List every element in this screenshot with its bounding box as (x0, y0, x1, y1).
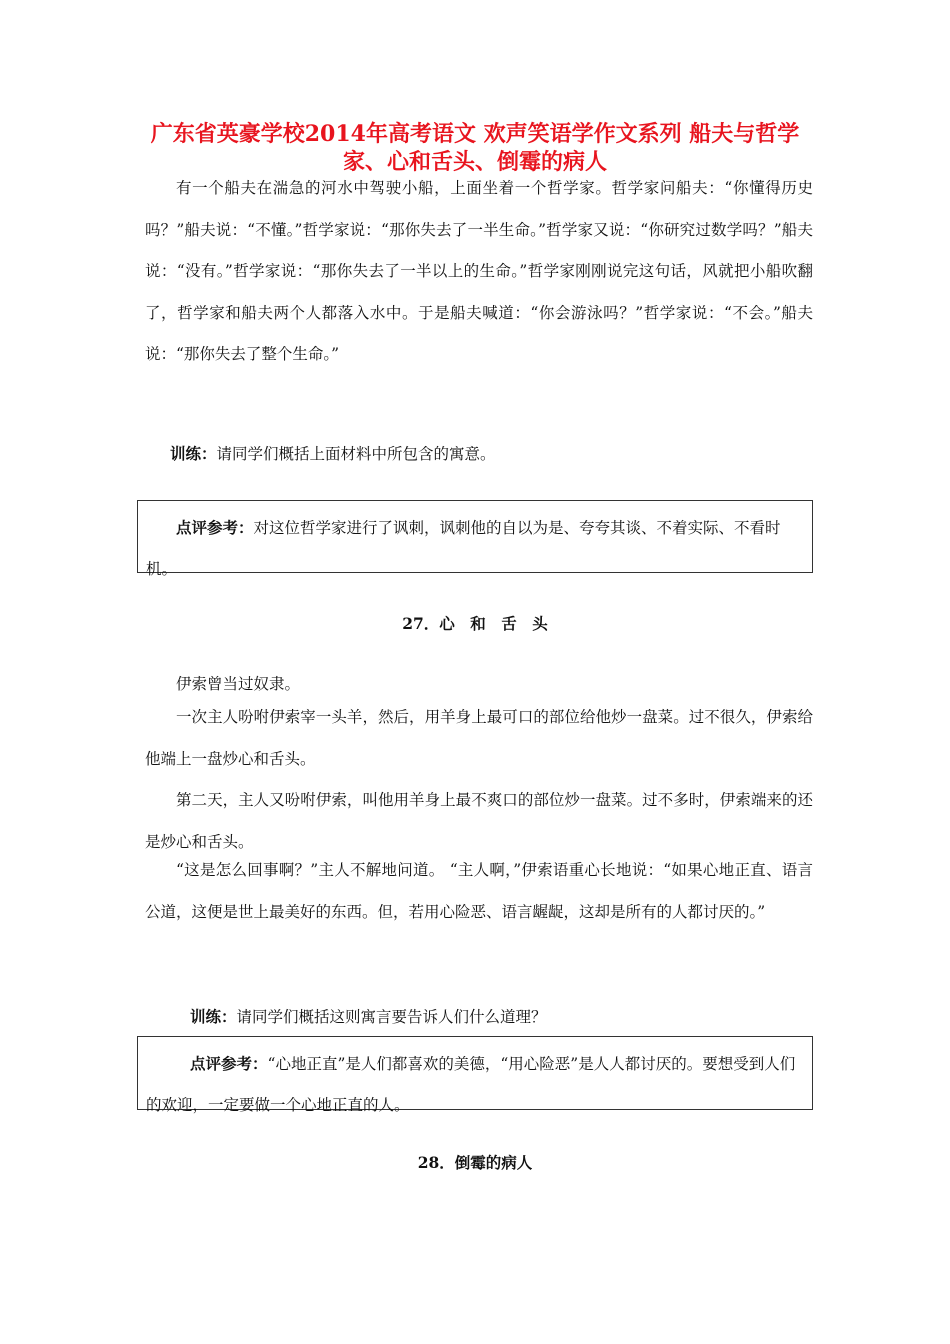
story2-review-box (137, 1036, 813, 1114)
story3-heading: 28．倒霉的病人 (417, 1153, 533, 1172)
story2-training (190, 1005, 547, 1027)
review-label: 点评参考： (176, 518, 254, 537)
document-title: 广东省英豪学校2014年高考语文 欢声笑语学作文系列 船夫与哲学家、心和舌头、倒霉的病人 (150, 121, 800, 175)
review-text: “心地正直”是人们都喜欢的美德，“用心险恶”是人人都讨厌的。要想受到人们的欢迎，一定要做一个心地正直的人。 (146, 1055, 796, 1114)
story2-paragraph-4: “这是怎么回事啊？”主人不解地问道。 “主人啊，”伊索语重心长地说：“如果心地正直、语言公道，这便是世上最美好的东西。但，若用心险恶、语言龌龊，这却是所有的人都讨厌的。” (145, 861, 813, 921)
story1-review-box (137, 500, 813, 578)
training-label: 训练： (170, 444, 217, 463)
story2-paragraph-1: 伊索曾当过奴隶。 (176, 675, 301, 693)
training-text: 请同学们概括上面材料中所包含的寓意。 (216, 445, 496, 463)
story2-heading: 27．心 和 舌 头 (402, 614, 548, 633)
training-label: 训练： (190, 1007, 237, 1026)
review-text: 对这位哲学家进行了讽刺，讽刺他的自以为是、夸夸其谈、不着实际、不看时机。 (146, 519, 781, 578)
review-label: 点评参考： (190, 1054, 268, 1073)
story1-paragraph: 有一个船夫在湍急的河水中驾驶小船，上面坐着一个哲学家。哲学家问船夫：“你懂得历史吗？”船夫说：“不懂。”哲学家说：“那你失去了一半生命。”哲学家又说：“你研究过数学吗？”船夫说：“没有。”哲学家说：“那你失去了一半以上的生命。”哲学家刚刚说完这句话，风就把小船吹翻了，哲学家和船夫两个人都落入水中。于是船夫喊道：“你会游泳吗？”哲学家说：“不会。”船夫说：“那你失去了整个生命。” (145, 179, 813, 363)
story1-training (170, 442, 496, 464)
story2-paragraph-3: 第二天，主人又吩咐伊索，叫他用羊身上最不爽口的部位炒一盘菜。过不多时，伊索端来的还是炒心和舌头。 (145, 791, 813, 851)
training-text: 请同学们概括这则寓言要告诉人们什么道理？ (236, 1008, 547, 1026)
story2-paragraph-2: 一次主人吩咐伊索宰一头羊，然后，用羊身上最可口的部位给他炒一盘菜。过不很久，伊索给他端上一盘炒心和舌头。 (145, 708, 813, 768)
